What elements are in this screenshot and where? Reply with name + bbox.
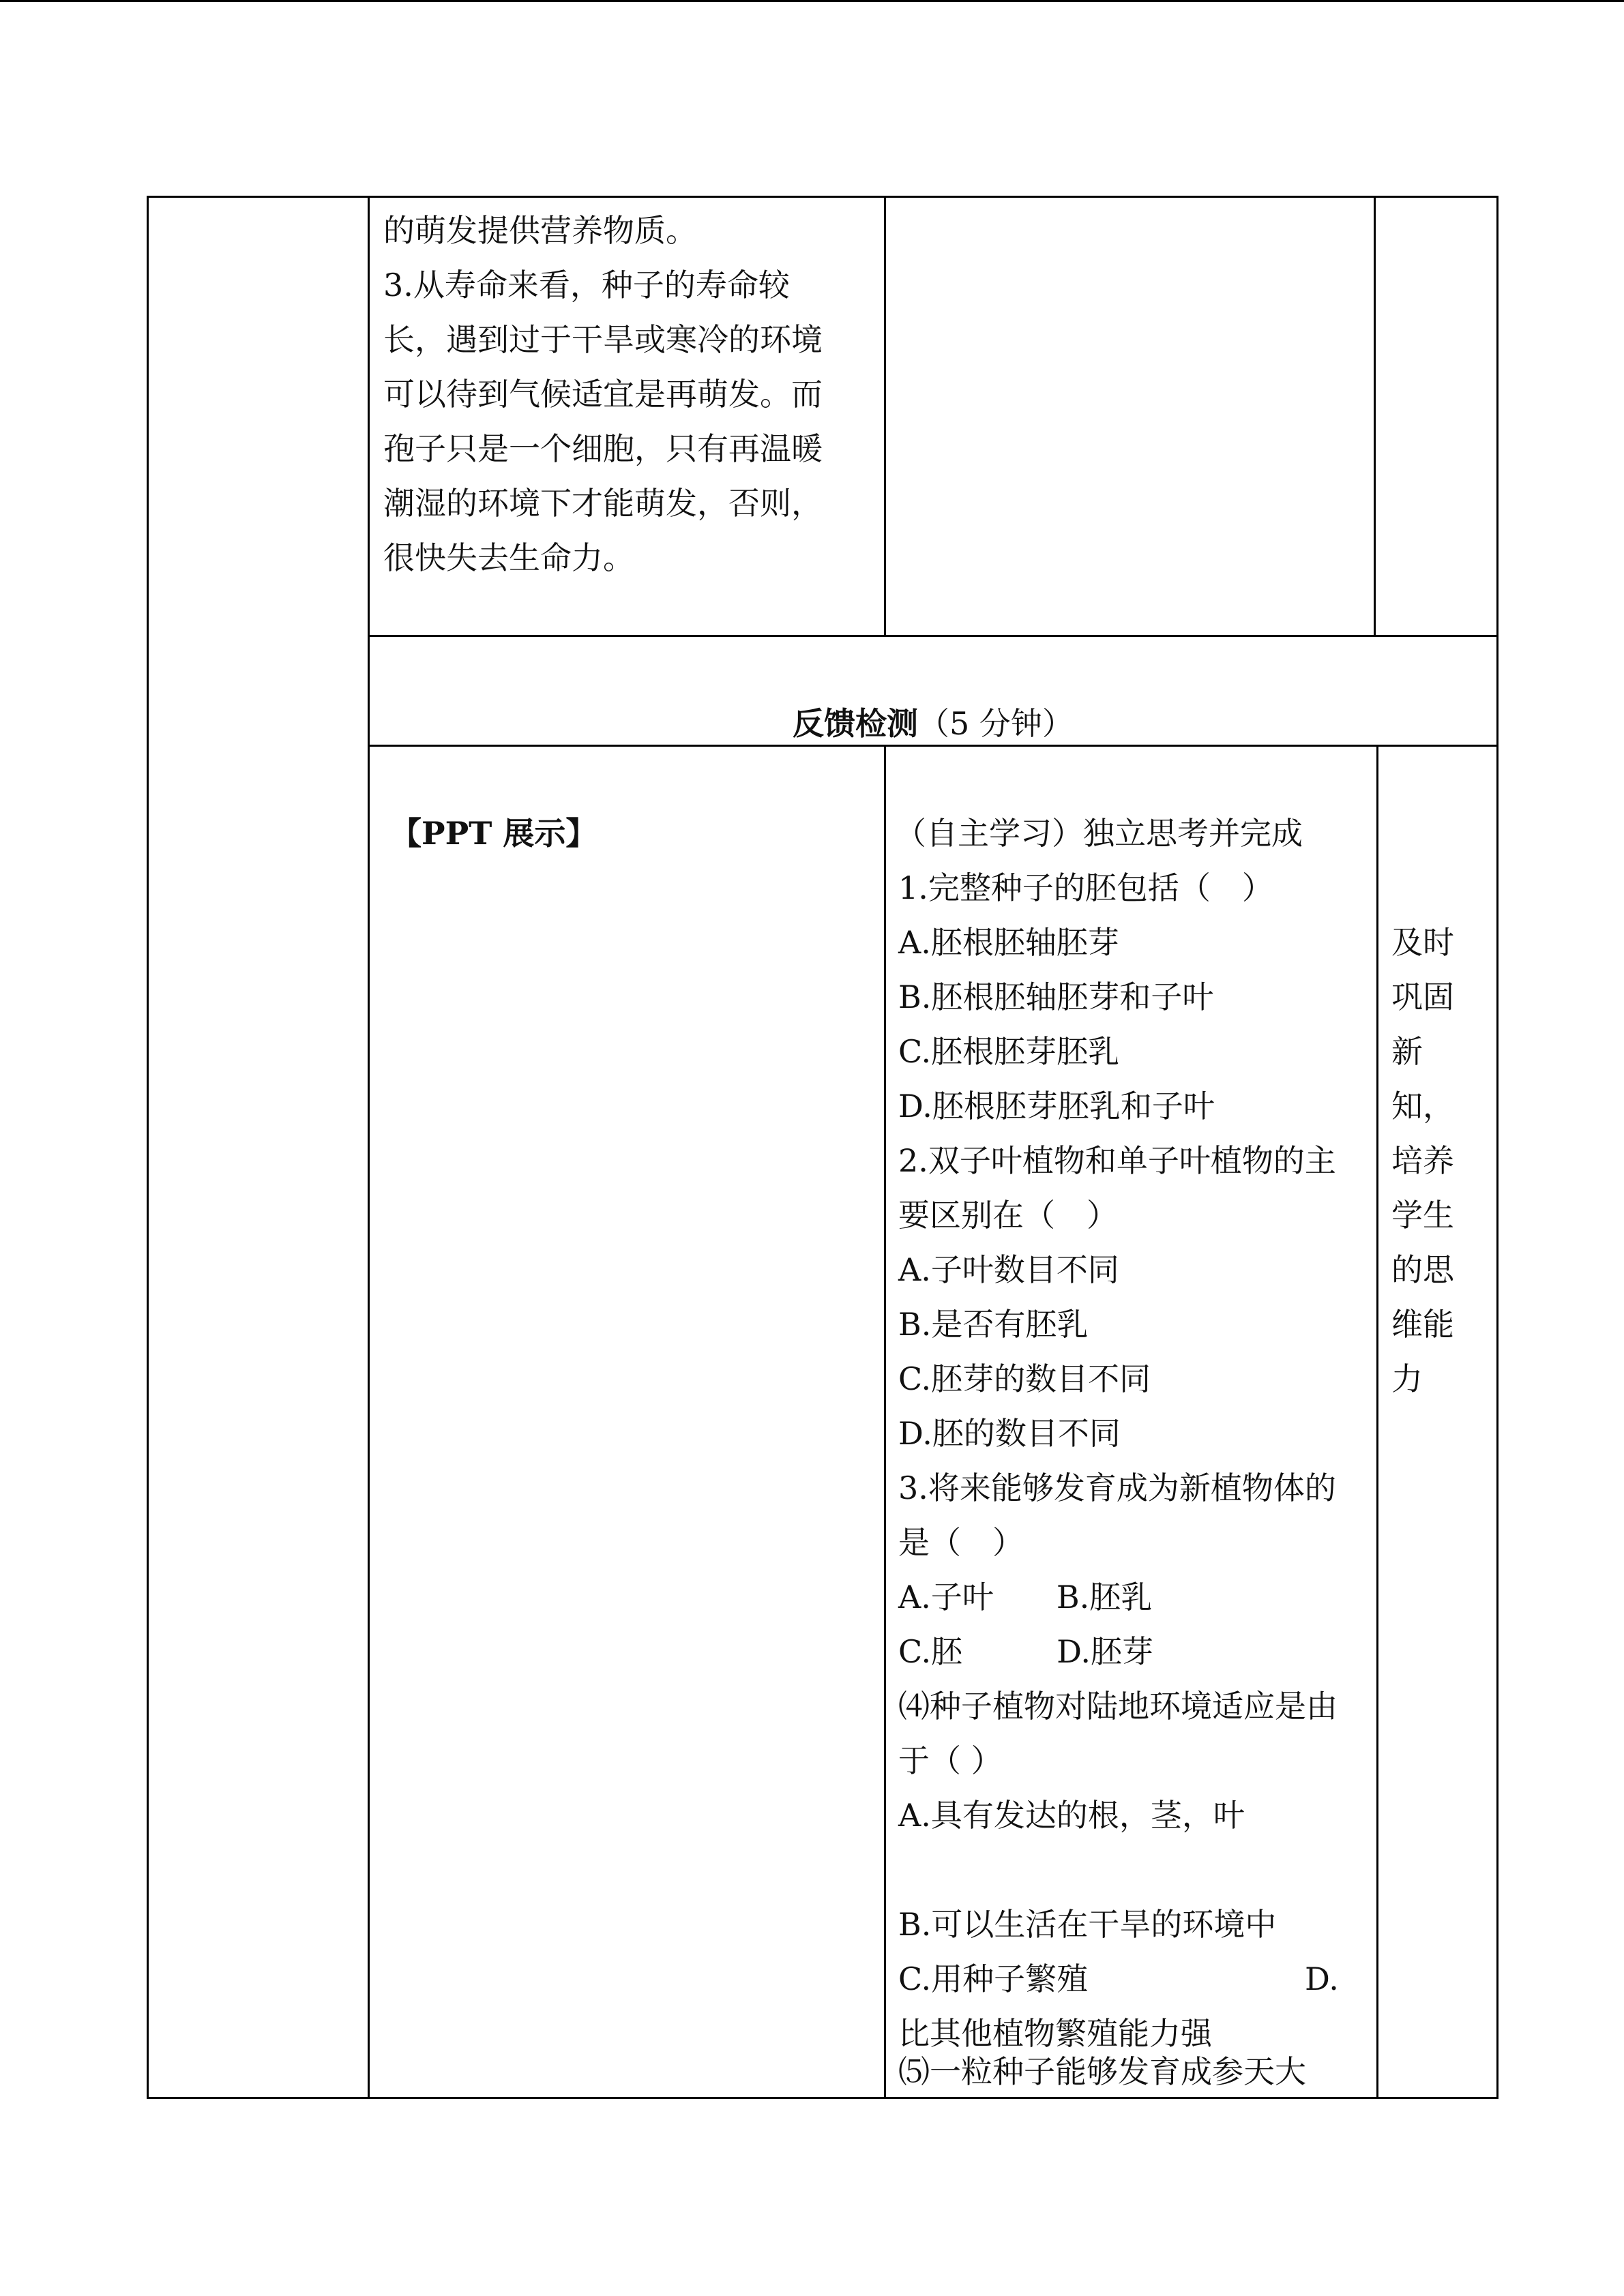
row1-line: 的萌发提供营养物质。 [383,212,697,249]
student-line: B.可以生活在干旱的环境中 [898,1906,1277,1943]
page-top-border [0,0,1624,2]
student-line: C.用种子繁殖 [898,1960,1089,1997]
section-title: 反馈检测 [793,705,919,742]
design-intent-line: 巩固 [1391,979,1454,1015]
table-left-border [147,196,149,2099]
col-divider-3-lower [1376,745,1378,2099]
student-line: ⑸一粒种子能够发育成参天大 [898,2053,1306,2090]
student-line: D.胚根胚芽胚乳和子叶 [898,1088,1215,1124]
student-line: 3.将来能够发育成为新植物体的 [898,1470,1336,1506]
row1-line: 很快失去生命力。 [383,539,634,576]
student-line: （自主学习）独立思考并完成 [895,815,1303,852]
section-duration: （5 分钟） [918,705,1074,742]
row1-line: 孢子只是一个细胞，只有再温暖 [383,430,823,467]
table-bottom-border [147,2097,1498,2099]
row1-line: 3.从寿命来看，种子的寿命较 [383,267,790,303]
student-line: 2.双子叶植物和单子叶植物的主 [898,1142,1336,1179]
design-intent-line: 及时 [1391,924,1454,961]
student-line: 于（ ） [898,1742,1003,1779]
student-line: B.是否有胚乳 [898,1306,1089,1343]
student-line: 1.完整种子的胚包括（ ） [898,869,1273,906]
student-line: 是（ ） [898,1524,1024,1561]
student-line: A.胚根胚轴胚芽 [898,924,1119,961]
design-intent-line: 学生 [1391,1197,1454,1234]
option-d-label: D. [1305,1960,1339,1997]
design-intent-line: 维能 [1391,1306,1454,1343]
teacher-activity-label: 【PPT 展示】 [390,815,597,852]
table-top-border [147,196,1498,198]
col-divider-2-lower [884,745,886,2099]
student-line: A.具有发达的根，茎，叶 [898,1797,1245,1834]
student-line: D.胚的数目不同 [898,1415,1121,1452]
row1-line: 可以待到气候适宜是再萌发。而 [383,376,823,413]
student-line: C.胚根胚芽胚乳 [898,1033,1120,1070]
design-intent-line: 的思 [1391,1251,1454,1288]
row1-line: 潮湿的环境下才能萌发，否则， [383,485,823,522]
col-divider-1 [368,196,370,2099]
section-heading [370,696,1496,751]
col-divider-2-upper [884,196,886,637]
table-right-border [1496,196,1498,2099]
student-line: C.胚芽的数目不同 [898,1360,1151,1397]
student-line: 要区别在（ ） [898,1197,1118,1234]
row-divider-1 [368,635,1498,637]
design-intent-line: 培养 [1391,1142,1454,1179]
student-line: 比其他植物繁殖能力强 [898,2015,1212,2052]
student-line: A.子叶 B.胚乳 [898,1579,1153,1615]
student-line: ⑷种子植物对陆地环境适应是由 [898,1688,1338,1725]
student-line: C.胚 D.胚芽 [898,1633,1154,1670]
design-intent-line: 力 [1391,1360,1423,1397]
student-line: A.子叶数目不同 [898,1251,1119,1288]
design-intent-line: 新 [1391,1033,1423,1070]
student-line: B.胚根胚轴胚芽和子叶 [898,979,1214,1015]
design-intent-line: 知， [1391,1088,1454,1124]
row1-line: 长，遇到过于干旱或寒冷的环境 [383,321,823,358]
col-divider-3-upper [1374,196,1376,637]
